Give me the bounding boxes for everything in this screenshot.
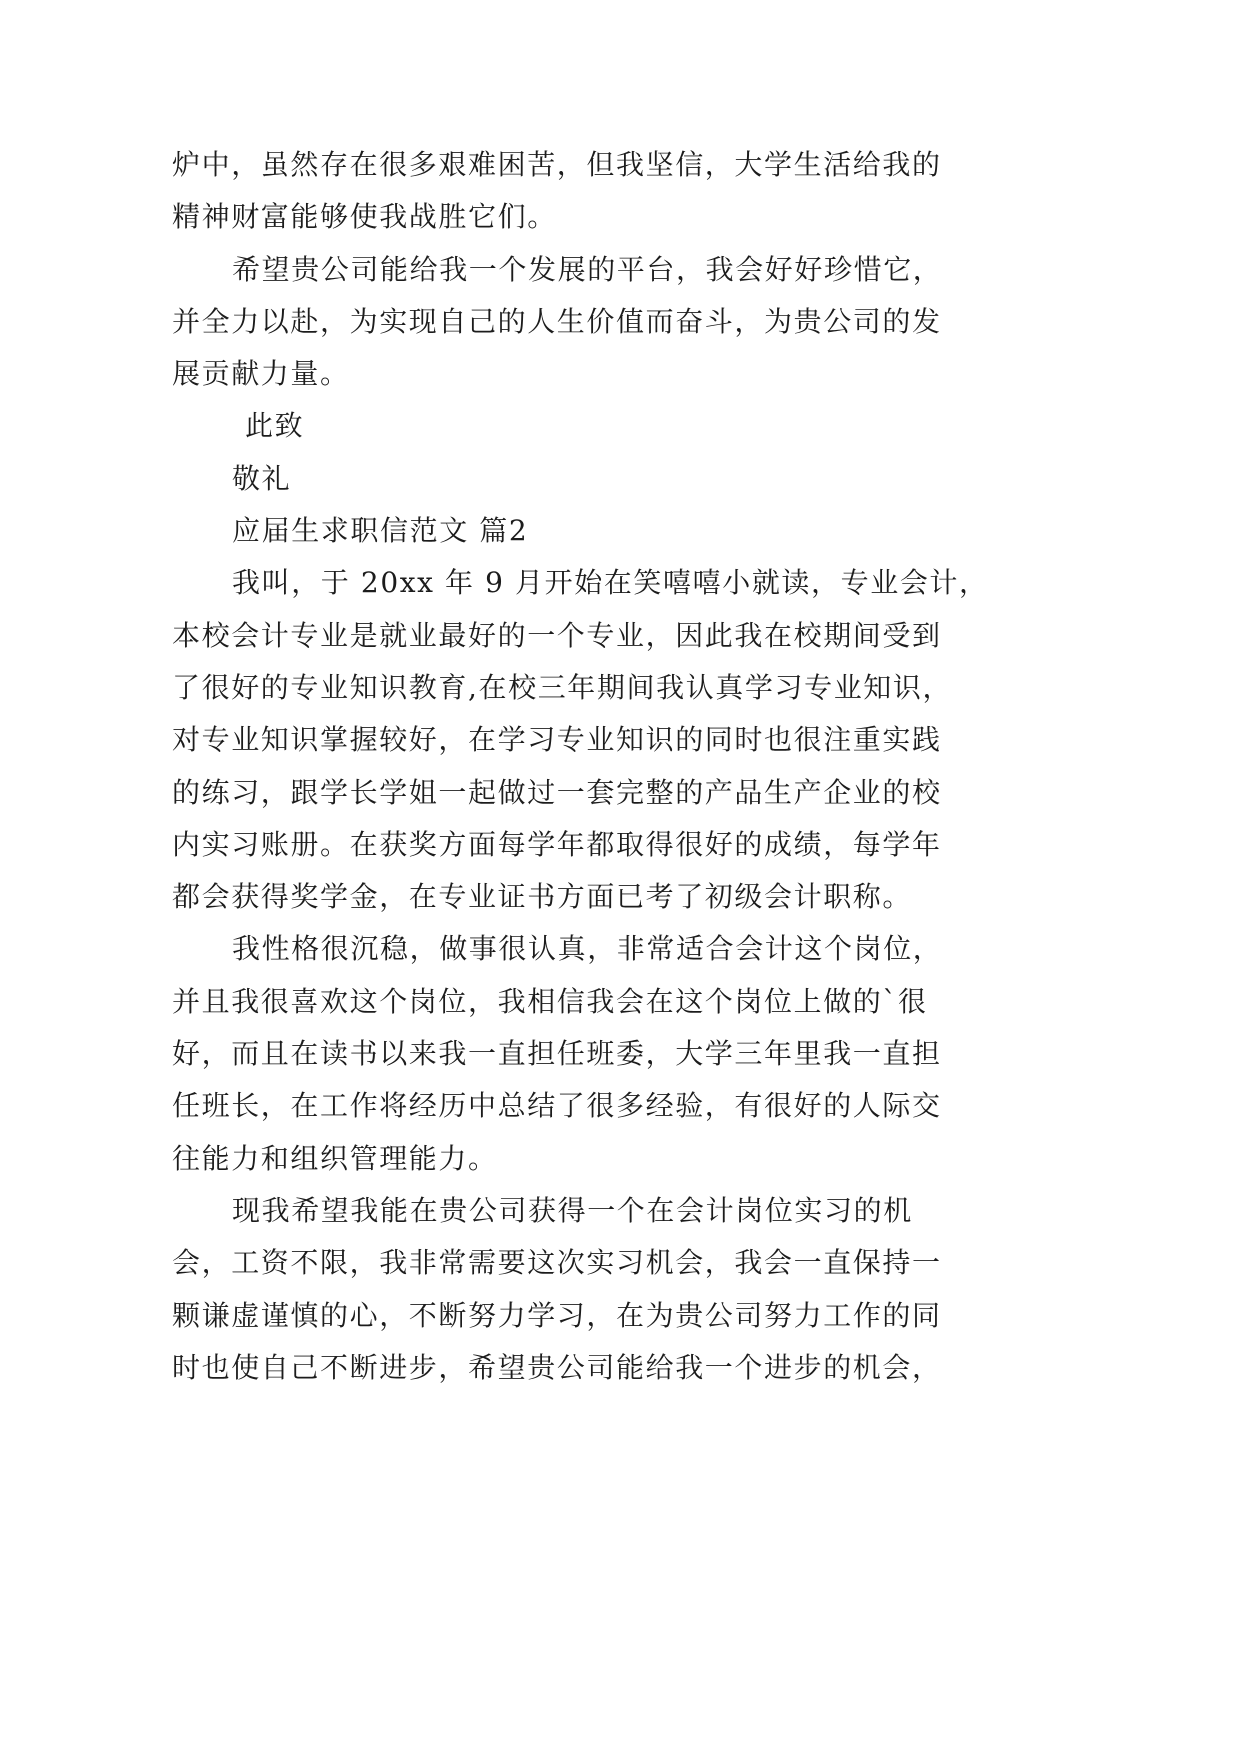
- paragraph-line: 内实习账册。在获奖方面每学年都取得很好的成绩，每学年: [172, 827, 942, 861]
- closing-salutation: 此致: [245, 409, 305, 443]
- paragraph-line: 我叫，于 20xx 年 9 月开始在笑嘻嘻小就读，专业会计，: [232, 566, 989, 600]
- paragraph-line: 现我希望我能在贵公司获得一个在会计岗位实习的机: [232, 1193, 913, 1227]
- hope-paragraph: [172, 244, 1241, 401]
- paragraph-line: 的练习，跟学长学姐一起做过一套完整的产品生产企业的校: [172, 775, 942, 809]
- paragraph-line: 都会获得奖学金，在专业证书方面已考了初级会计职称。: [172, 880, 913, 914]
- paragraph-line: 任班长，在工作将经历中总结了很多经验，有很好的人际交: [172, 1089, 942, 1123]
- paragraph-line: 颗谦虚谨慎的心，不断努力学习，在为贵公司努力工作的同: [172, 1298, 942, 1332]
- personality-paragraph: [172, 923, 1241, 1184]
- continued-paragraph: [172, 139, 1241, 244]
- paragraph-line: 并且我很喜欢这个岗位，我相信我会在这个岗位上做的`很: [172, 984, 928, 1018]
- paragraph-line: 炉中，虽然存在很多艰难困苦，但我坚信，大学生活给我的: [172, 148, 942, 181]
- paragraph-line: 往能力和组织管理能力。: [172, 1141, 498, 1175]
- paragraph-line: 对专业知识掌握较好，在学习专业知识的同时也很注重实践: [172, 723, 942, 757]
- paragraph-line: 希望贵公司能给我一个发展的平台，我会好好珍惜它，: [232, 252, 943, 286]
- paragraph-line: 并全力以赴，为实现自己的人生价值而奋斗，为贵公司的发: [172, 304, 942, 338]
- paragraph-line: 时也使自己不断进步，希望贵公司能给我一个进步的机会，: [172, 1350, 942, 1384]
- paragraph-line: 本校会计专业是就业最好的一个专业，因此我在校期间受到: [172, 618, 942, 652]
- request-paragraph: [172, 1185, 1241, 1394]
- paragraph-line: 会，工资不限，我非常需要这次实习机会，我会一直保持一: [172, 1246, 942, 1280]
- paragraph-line: 好，而且在读书以来我一直担任班委，大学三年里我一直担: [172, 1037, 942, 1071]
- paragraph-line: 了很好的专业知识教育,在校三年期间我认真学习专业知识，: [172, 670, 953, 704]
- closing-regards: 敬礼: [232, 461, 292, 495]
- paragraph-line: 我性格很沉稳，做事很认真，非常适合会计这个岗位，: [232, 932, 943, 966]
- paragraph-line: 展贡献力量。: [172, 357, 350, 391]
- section-heading: 应届生求职信范文 篇2: [232, 514, 529, 548]
- introduction-paragraph: [172, 557, 1241, 923]
- paragraph-line: 精神财富能够使我战胜它们。: [172, 200, 557, 234]
